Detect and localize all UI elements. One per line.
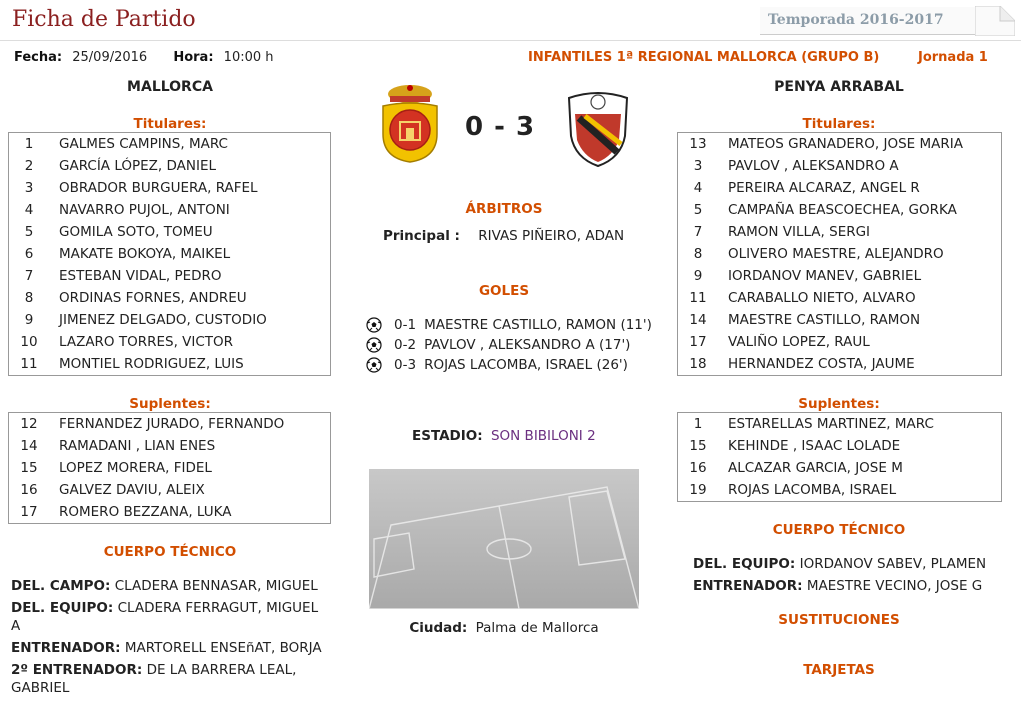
staff-row xyxy=(11,639,329,657)
player-name: ORDINAS FORNES, ANDREU xyxy=(59,290,247,306)
player-name: ROJAS LACOMBA, ISRAEL xyxy=(728,482,897,498)
player-row[interactable] xyxy=(9,353,330,375)
player-row[interactable] xyxy=(678,287,1001,309)
home-suplentes-list xyxy=(8,412,331,524)
match-score: 0 - 3 xyxy=(465,112,536,142)
player-number: 1 xyxy=(24,136,34,152)
stadium-field-image xyxy=(369,469,639,609)
staff-name: MAESTRE VECINO, JOSE G xyxy=(806,578,983,594)
player-row[interactable] xyxy=(9,155,330,177)
player-number: 16 xyxy=(689,460,707,476)
player-row[interactable] xyxy=(678,243,1001,265)
page-title: Ficha de Partido xyxy=(12,7,196,32)
goal-scorer: PAVLOV , ALEKSANDRO A (17') xyxy=(424,337,631,353)
player-name: OLIVERO MAESTRE, ALEJANDRO xyxy=(728,246,944,262)
away-titulares-title: Titulares: xyxy=(802,116,876,132)
player-name: PEREIRA ALCARAZ, ANGEL R xyxy=(728,180,920,196)
player-name: JIMENEZ DELGADO, CUSTODIO xyxy=(59,312,267,328)
player-number: 11 xyxy=(20,356,38,372)
player-name: GARCÍA LÓPEZ, DANIEL xyxy=(59,158,217,174)
player-row[interactable] xyxy=(678,353,1001,375)
staff-role: 2º ENTRENADOR: xyxy=(11,662,143,678)
referee-name: RIVAS PIÑEIRO, ADAN xyxy=(478,228,625,244)
player-row[interactable] xyxy=(678,177,1001,199)
goals-list xyxy=(366,315,666,375)
player-row[interactable] xyxy=(678,221,1001,243)
player-number: 17 xyxy=(689,334,707,350)
away-titulares-list xyxy=(677,132,1002,376)
city-name: Palma de Mallorca xyxy=(475,620,599,636)
home-titulares-list xyxy=(8,132,331,376)
page-fold-icon xyxy=(975,6,1015,36)
player-number: 2 xyxy=(24,158,34,174)
player-row[interactable] xyxy=(9,309,330,331)
away-staff-list xyxy=(693,555,998,599)
player-row[interactable] xyxy=(678,331,1001,353)
stadium-row xyxy=(412,428,596,444)
player-row[interactable] xyxy=(9,177,330,199)
player-row[interactable] xyxy=(678,457,1001,479)
player-row[interactable] xyxy=(9,133,330,155)
away-suplentes-title: Suplentes: xyxy=(798,396,880,412)
date-value: 25/09/2016 xyxy=(72,50,148,65)
player-name: CAMPAÑA BEASCOECHEA, GORKA xyxy=(728,202,957,218)
player-name: PAVLOV , ALEKSANDRO A xyxy=(728,158,899,174)
player-row[interactable] xyxy=(678,265,1001,287)
player-name: ESTEBAN VIDAL, PEDRO xyxy=(59,268,222,284)
player-name: GALMES CAMPINS, MARC xyxy=(59,136,228,152)
player-number: 18 xyxy=(689,356,707,372)
player-number: 10 xyxy=(20,334,38,350)
goal-row xyxy=(366,315,666,335)
player-name: GOMILA SOTO, TOMEU xyxy=(59,224,213,240)
competition-name[interactable]: INFANTILES 1ª REGIONAL MALLORCA (GRUPO B) xyxy=(528,50,880,65)
player-row[interactable] xyxy=(9,287,330,309)
player-number: 8 xyxy=(24,290,34,306)
player-row[interactable] xyxy=(9,457,330,479)
player-row[interactable] xyxy=(9,501,330,523)
player-number: 9 xyxy=(693,268,703,284)
goal-scorer: MAESTRE CASTILLO, RAMON (11') xyxy=(424,317,652,333)
time-value: 10:00 h xyxy=(223,50,274,65)
staff-role: ENTRENADOR: xyxy=(11,640,121,656)
player-number: 14 xyxy=(689,312,707,328)
player-row[interactable] xyxy=(678,479,1001,501)
staff-role: DEL. EQUIPO: xyxy=(11,600,114,616)
player-name: RAMON VILLA, SERGI xyxy=(728,224,871,240)
player-number: 11 xyxy=(689,290,707,306)
player-row[interactable] xyxy=(9,413,330,435)
player-name: MONTIEL RODRIGUEZ, LUIS xyxy=(59,356,244,372)
city-label: Ciudad: xyxy=(409,620,468,636)
staff-role: DEL. CAMPO: xyxy=(11,578,111,594)
staff-role: ENTRENADOR: xyxy=(693,578,803,594)
goal-scorer: ROJAS LACOMBA, ISRAEL (26') xyxy=(424,357,628,373)
player-name: ALCAZAR GARCIA, JOSE M xyxy=(728,460,903,476)
city-row xyxy=(369,620,639,636)
player-number: 6 xyxy=(24,246,34,262)
away-suplentes-list xyxy=(677,412,1002,502)
player-number: 3 xyxy=(24,180,34,196)
player-number: 5 xyxy=(24,224,34,240)
player-number: 5 xyxy=(693,202,703,218)
arbitros-title: ÁRBITROS xyxy=(465,201,543,217)
player-number: 12 xyxy=(20,416,38,432)
mallorca-crest-icon xyxy=(375,82,445,164)
goal-score: 0-3 xyxy=(394,357,417,373)
player-name: CARABALLO NIETO, ALVARO xyxy=(728,290,916,306)
staff-row xyxy=(11,661,329,697)
home-suplentes-title: Suplentes: xyxy=(129,396,211,412)
player-name: ROMERO BEZZANA, LUKA xyxy=(59,504,232,520)
player-number: 14 xyxy=(20,438,38,454)
player-number: 1 xyxy=(693,416,703,432)
staff-name: MARTORELL ENSEñAT, BORJA xyxy=(124,640,322,656)
season-label: Temporada 2016-2017 xyxy=(760,7,978,35)
staff-row xyxy=(11,577,329,595)
player-row[interactable] xyxy=(9,199,330,221)
player-name: KEHINDE , ISAAC LOLADE xyxy=(728,438,901,454)
goles-title: GOLES xyxy=(478,283,530,299)
player-number: 7 xyxy=(693,224,703,240)
player-name: IORDANOV MANEV, GABRIEL xyxy=(728,268,922,284)
player-name: RAMADANI , LIAN ENES xyxy=(59,438,216,454)
player-name: MATEOS GRANADERO, JOSE MARIA xyxy=(728,136,963,152)
player-number: 17 xyxy=(20,504,38,520)
header-divider xyxy=(0,40,1021,41)
player-row[interactable] xyxy=(9,331,330,353)
player-number: 4 xyxy=(693,180,703,196)
player-number: 15 xyxy=(20,460,38,476)
player-row[interactable] xyxy=(9,479,330,501)
player-number: 4 xyxy=(24,202,34,218)
staff-name: CLADERA FERRAGUT, MIGUEL A xyxy=(11,600,319,634)
soccer-ball-icon xyxy=(366,317,384,333)
player-number: 15 xyxy=(689,438,707,454)
player-number: 9 xyxy=(24,312,34,328)
player-name: MAKATE BOKOYA, MAIKEL xyxy=(59,246,231,262)
staff-row xyxy=(693,555,998,573)
player-name: FERNANDEZ JURADO, FERNANDO xyxy=(59,416,285,432)
player-name: HERNANDEZ COSTA, JAUME xyxy=(728,356,915,372)
staff-name: DE LA BARRERA LEAL, GABRIEL xyxy=(11,662,297,696)
jornada-label: Jornada 1 xyxy=(918,50,988,65)
sustituciones-title: SUSTITUCIONES xyxy=(778,612,900,628)
player-number: 16 xyxy=(20,482,38,498)
player-row[interactable] xyxy=(678,413,1001,435)
stadium-label: ESTADIO: xyxy=(412,428,483,444)
staff-name: IORDANOV SABEV, PLAMEN xyxy=(799,556,987,572)
staff-name: CLADERA BENNASAR, MIGUEL xyxy=(114,578,318,594)
staff-role: DEL. EQUIPO: xyxy=(693,556,796,572)
player-row[interactable] xyxy=(678,155,1001,177)
player-row[interactable] xyxy=(9,435,330,457)
player-name: NAVARRO PUJOL, ANTONI xyxy=(59,202,230,218)
player-number: 13 xyxy=(689,136,707,152)
home-staff-title: CUERPO TÉCNICO xyxy=(103,544,237,560)
player-number: 8 xyxy=(693,246,703,262)
player-row[interactable] xyxy=(9,243,330,265)
goal-row xyxy=(366,335,666,355)
home-staff-list xyxy=(11,577,329,701)
away-team-name[interactable]: PENYA ARRABAL xyxy=(774,79,904,95)
stadium-link[interactable]: SON BIBILONI 2 xyxy=(490,428,596,444)
staff-row xyxy=(693,577,998,595)
player-row[interactable] xyxy=(678,133,1001,155)
date-label: Fecha: xyxy=(14,50,63,65)
soccer-ball-icon xyxy=(366,337,384,353)
player-name: OBRADOR BURGUERA, RAFEL xyxy=(59,180,258,196)
home-titulares-title: Titulares: xyxy=(133,116,207,132)
player-name: VALIÑO LOPEZ, RAUL xyxy=(728,334,870,350)
player-row[interactable] xyxy=(678,309,1001,331)
tarjetas-title: TARJETAS xyxy=(803,662,875,678)
goal-row xyxy=(366,355,666,375)
player-name: LOPEZ MORERA, FIDEL xyxy=(59,460,212,476)
player-name: ESTARELLAS MARTINEZ, MARC xyxy=(728,416,934,432)
player-number: 3 xyxy=(693,158,703,174)
player-row[interactable] xyxy=(678,199,1001,221)
player-row[interactable] xyxy=(9,265,330,287)
goal-score: 0-2 xyxy=(394,337,417,353)
staff-row xyxy=(11,599,329,635)
away-staff-title: CUERPO TÉCNICO xyxy=(772,522,906,538)
home-team-name[interactable]: MALLORCA xyxy=(127,79,213,95)
time-label: Hora: xyxy=(173,50,214,65)
player-name: GALVEZ DAVIU, ALEIX xyxy=(59,482,205,498)
player-row[interactable] xyxy=(9,221,330,243)
referee-row xyxy=(383,228,624,244)
player-name: LAZARO TORRES, VICTOR xyxy=(59,334,234,350)
player-name: MAESTRE CASTILLO, RAMON xyxy=(728,312,921,328)
player-number: 7 xyxy=(24,268,34,284)
goal-score: 0-1 xyxy=(394,317,417,333)
penya-arrabal-crest-icon xyxy=(563,86,633,168)
date-info xyxy=(14,50,274,65)
soccer-ball-icon xyxy=(366,357,384,373)
player-number: 19 xyxy=(689,482,707,498)
player-row[interactable] xyxy=(678,435,1001,457)
referee-role: Principal : xyxy=(383,228,460,244)
